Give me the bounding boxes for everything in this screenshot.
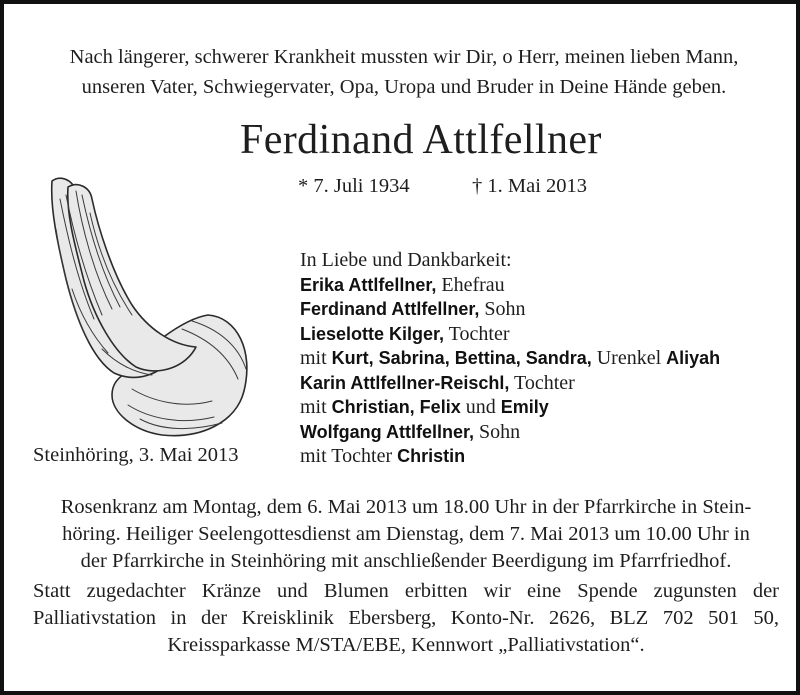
mourner-text: mit xyxy=(300,396,332,418)
service-line: der Pfarrkirche in Steinhöring mit anschließender Beerdigung im Pfarrfriedhof. xyxy=(80,550,732,572)
donation-request xyxy=(33,578,779,659)
service-line: höring. Heiliger Seelengottesdienst am Dienstag, dem 7. Mai 2013 um 10.00 Uhr in xyxy=(62,523,750,545)
mourner-text: mit xyxy=(300,347,332,369)
mourner-relation: Tochter xyxy=(509,371,575,394)
mourner-text: und xyxy=(460,396,501,418)
mourner-entry xyxy=(300,297,720,322)
mourner-entry xyxy=(300,395,720,420)
mourner-name: Wolfgang Attlfellner, xyxy=(300,421,474,442)
mourner-name: Aliyah xyxy=(666,348,721,368)
mourner-relation: Ehefrau xyxy=(436,273,505,296)
birth-date: * 7. Juli 1934 xyxy=(298,175,410,197)
donation-line: Palliativstation in der Kreisklinik Ebersberg, Konto-Nr. 2626, BLZ 702 501 50, xyxy=(33,607,779,629)
mourner-text: mit Tochter xyxy=(300,445,398,467)
mourner-name: Christian, Felix xyxy=(331,397,461,417)
mourner-name: Lieselotte Kilger, xyxy=(300,323,445,344)
mourner-entry xyxy=(300,346,720,371)
mourner-entry xyxy=(300,420,720,445)
donation-line: Statt zugedachter Kränze und Blumen erbitten wir eine Spende zugunsten der xyxy=(33,580,779,602)
mourner-name: Ferdinand Attlfellner, xyxy=(300,299,480,319)
mourner-entry xyxy=(300,322,720,347)
mourner-relation: Sohn xyxy=(479,298,526,320)
mourner-text: Urenkel xyxy=(591,347,667,369)
deceased-name: Ferdinand Attlfellner xyxy=(240,117,602,163)
mourner-name: Karin Attlfellner-Reischl, xyxy=(300,372,510,393)
intro-text xyxy=(24,42,784,102)
mourner-name: Erika Attlfellner, xyxy=(300,274,437,295)
mourners-list xyxy=(300,248,720,469)
mourner-entry xyxy=(300,273,720,298)
mourner-name: Emily xyxy=(500,397,549,417)
service-details xyxy=(33,494,779,575)
place-and-date: Steinhöring, 3. Mai 2013 xyxy=(33,444,239,466)
mourner-entry xyxy=(300,371,720,396)
intro-line: unseren Vater, Schwiegervater, Opa, Uropa und Bruder in Deine Hände geben. xyxy=(81,76,727,98)
mourner-entry xyxy=(300,444,720,469)
mourner-relation: Tochter xyxy=(444,322,510,345)
mourner-name: Christin xyxy=(397,446,466,466)
mourner-relation: Sohn xyxy=(474,420,521,443)
mourner-name: Kurt, Sabrina, Bettina, Sandra, xyxy=(331,348,592,368)
praying-hands-icon xyxy=(32,169,254,441)
death-date: † 1. Mai 2013 xyxy=(472,175,588,197)
donation-line: Kreissparkasse M/STA/EBE, Kennwort „Palliativstation“. xyxy=(167,634,645,656)
mourners-heading: In Liebe und Dankbarkeit: xyxy=(300,249,512,271)
service-line: Rosenkranz am Montag, dem 6. Mai 2013 um 18.00 Uhr in der Pfarrkirche in Stein- xyxy=(60,496,752,518)
intro-line: Nach längerer, schwerer Krankheit mussten wir Dir, o Herr, meinen lieben Mann, xyxy=(69,46,739,68)
